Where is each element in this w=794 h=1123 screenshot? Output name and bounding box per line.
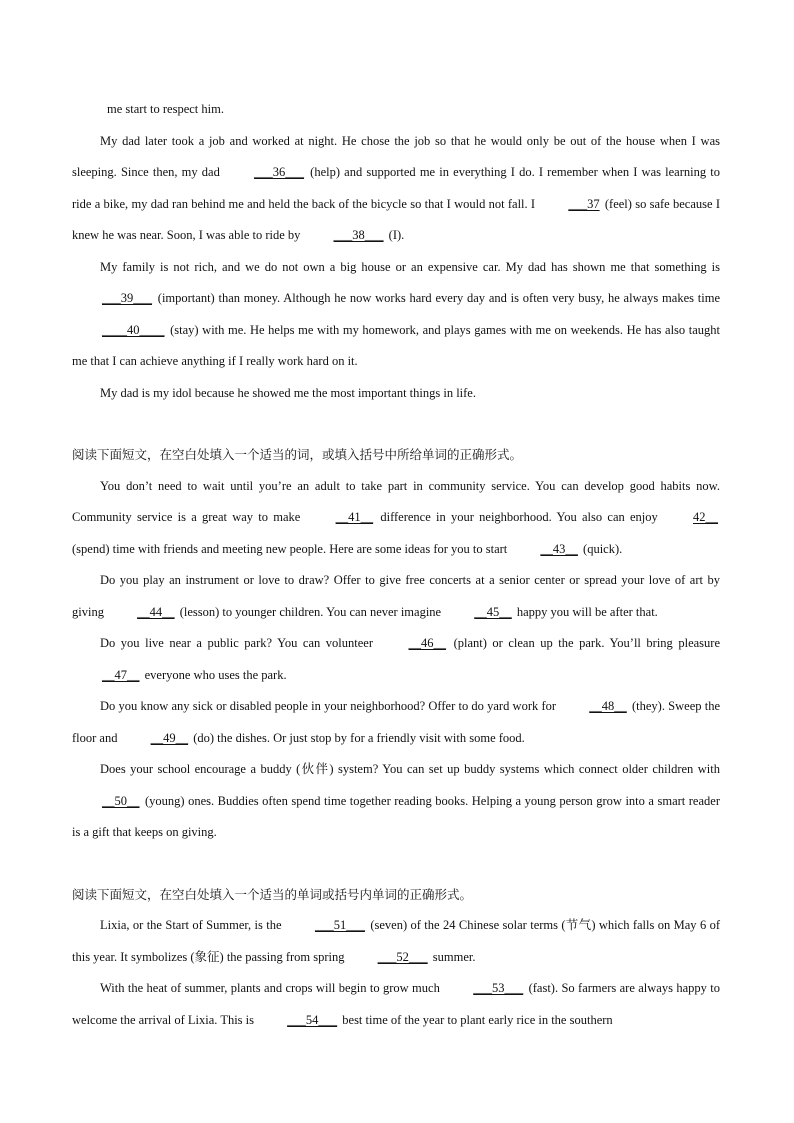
text: (young) ones. Buddies often spend time together reading books. Helping a young person grow into a smart reader is a gift that keeps on giving. bbox=[72, 793, 720, 839]
paragraph bbox=[72, 628, 720, 691]
paragraph bbox=[72, 754, 720, 849]
blank-48[interactable]: __48__ bbox=[589, 699, 627, 713]
text: My family is not rich, and we do not own a big house or an expensive car. My dad has shown me that something is bbox=[100, 259, 720, 274]
blank-39[interactable]: ___39___ bbox=[102, 291, 152, 305]
text: My dad is my idol because he showed me the most important things in life. bbox=[100, 385, 476, 400]
text: (fast). So farmers are always happy to welcome the arrival of Lixia. This is bbox=[72, 981, 720, 1027]
text: Do you live near a public park? You can volunteer bbox=[100, 636, 379, 650]
blank-46[interactable]: __46__ bbox=[408, 636, 447, 650]
paragraph bbox=[72, 252, 720, 378]
blank-36[interactable]: ___36___ bbox=[254, 165, 305, 179]
blank-47[interactable]: __47__ bbox=[102, 667, 140, 682]
text: Lixia, or the Start of Summer, is the bbox=[100, 918, 285, 932]
blank-54[interactable]: ___54___ bbox=[287, 1012, 338, 1027]
text: Do you know any sick or disabled people in your neighborhood? Offer to do yard work for bbox=[100, 699, 560, 713]
blank-41[interactable]: __41__ bbox=[335, 510, 374, 524]
paragraph bbox=[72, 471, 720, 566]
blank-37[interactable]: ___37 bbox=[568, 196, 600, 211]
paragraph bbox=[72, 565, 720, 628]
blank-40[interactable]: ____40____ bbox=[102, 322, 165, 337]
blank-49[interactable]: __49__ bbox=[150, 730, 189, 745]
text: (seven) of the 24 Chinese solar terms (节气) which falls on May 6 of this year. It symbolizes (象征) the passing from spring bbox=[72, 918, 720, 964]
section-gap bbox=[72, 409, 720, 439]
paragraph bbox=[72, 910, 720, 973]
blank-42[interactable]: 42__ bbox=[693, 510, 719, 524]
text: (feel) so safe because I knew he was near. Soon, I was able to ride by bbox=[72, 196, 720, 242]
blank-38[interactable]: ___38___ bbox=[333, 228, 384, 242]
text: Does your school encourage a buddy (伙伴) system? You can set up buddy systems which connect older children with bbox=[100, 762, 720, 776]
blank-52[interactable]: ___52___ bbox=[377, 949, 428, 964]
section-heading: 阅读下面短文，在空白处填入一个适当的词，或填入括号中所给单词的正确形式。 bbox=[72, 447, 523, 462]
text: Do you play an instrument or love to draw? Offer to give free concerts at a senior center or spread your love of art by giving bbox=[72, 573, 720, 619]
section-heading: 阅读下面短文，在空白处填入一个适当的单词或括号内单词的正确形式。 bbox=[72, 886, 473, 902]
paragraph bbox=[72, 94, 720, 126]
text: (quick). bbox=[579, 541, 623, 556]
blank-51[interactable]: ___51___ bbox=[314, 918, 365, 932]
text: (do) the dishes. Or just stop by for a friendly visit with some food. bbox=[190, 730, 525, 745]
text: (help) and supported me in everything I do. I remember when I was learning to ride a bike, my dad ran behind me and held the back of the bicycle so that I would not fall. I bbox=[72, 165, 720, 211]
text: (stay) with me. He helps me with my homework, and plays games with me on weekends. He has also taught me that I can achieve anything if I really work hard on it. bbox=[72, 322, 720, 368]
text: My dad later took a job and worked at night. He chose the job so that he would only be out of the house when I was sleeping. Since then, my dad bbox=[72, 133, 720, 179]
text: With the heat of summer, plants and crops will begin to grow much bbox=[100, 981, 444, 995]
blank-53[interactable]: ___53___ bbox=[473, 981, 524, 995]
text: (plant) or clean up the park. You’ll bring pleasure bbox=[448, 636, 720, 650]
paragraph bbox=[72, 378, 720, 410]
text: happy you will be after that. bbox=[513, 604, 658, 619]
blank-43[interactable]: __43__ bbox=[540, 541, 578, 556]
section-gap bbox=[72, 849, 720, 879]
blank-50[interactable]: __50__ bbox=[102, 793, 140, 808]
document-page bbox=[72, 94, 720, 1036]
text: (lesson) to younger children. You can never imagine bbox=[176, 604, 445, 619]
paragraph bbox=[72, 973, 720, 1036]
text: (important) than money. Although he now works hard every day and is often very busy, he always makes time bbox=[154, 291, 720, 305]
text: (I). bbox=[385, 228, 405, 242]
text: me start to respect him. bbox=[107, 102, 224, 116]
text: best time of the year to plant early rice in the southern bbox=[339, 1012, 613, 1027]
text: (spend) time with friends and meeting new people. Here are some ideas for you to start bbox=[72, 541, 511, 556]
blank-44[interactable]: __44__ bbox=[137, 604, 175, 619]
text: summer. bbox=[429, 949, 476, 964]
text: (they). Sweep the floor and bbox=[72, 699, 720, 745]
paragraph bbox=[72, 691, 720, 754]
paragraph bbox=[72, 126, 720, 252]
text: You don’t need to wait until you’re an adult to take part in community service. You can develop good habits now. Community service is a great way to make bbox=[72, 478, 720, 524]
text: difference in your neighborhood. You also can enjoy bbox=[375, 510, 664, 524]
text: everyone who uses the park. bbox=[141, 667, 287, 682]
blank-45[interactable]: __45__ bbox=[474, 604, 512, 619]
